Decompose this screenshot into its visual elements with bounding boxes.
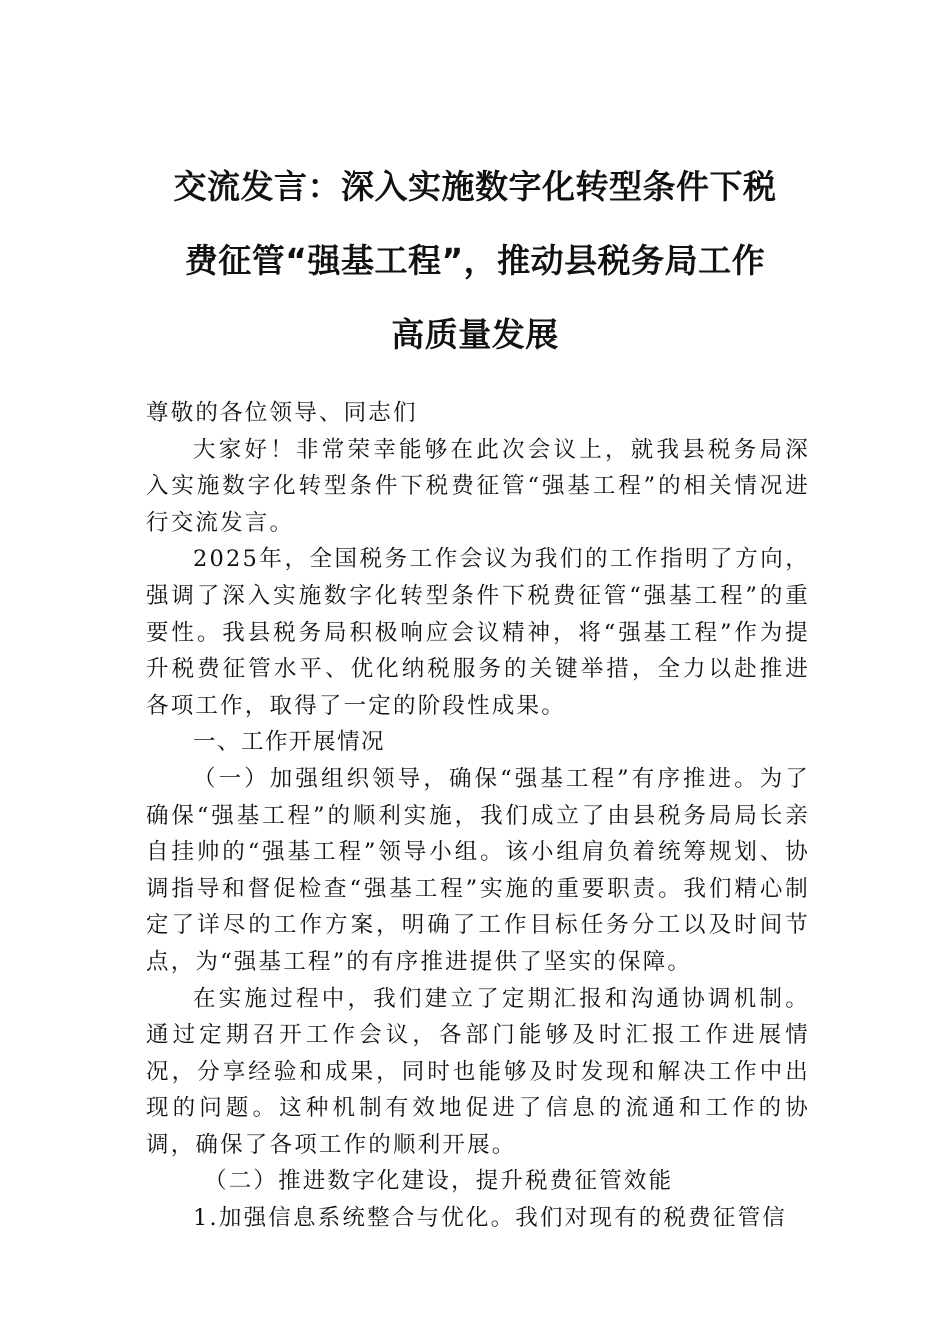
title-line-1: 交流发言：深入实施数字化转型条件下税: [173, 167, 777, 206]
section-heading-1: 一、工作开展情况: [193, 729, 386, 756]
salutation: 尊敬的各位领导、同志们: [146, 400, 418, 426]
paragraph-mechanism: 在实施过程中，我们建立了定期汇报和沟通协调机制。通过定期召开工作会议，各部门能够及时汇报工作进展情况，分享经验和成果，同时也能够及时发现和解决工作中出现的问题。这种机制有效地促进了信息的流通和工作的协调，确保了各项工作的顺利开展。: [146, 985, 810, 1158]
title-line-3: 高质量发展: [391, 315, 559, 354]
title-line-2: 费征管“强基工程”，推动县税务局工作: [184, 241, 766, 280]
subsection-1-paragraph: （一）加强组织领导，确保“强基工程”有序推进。为了确保“强基工程”的顺利实施，我们成立了由县税务局局长亲自挂帅的“强基工程”领导小组。该小组肩负着统筹规划、协调指导和督促检查“强基工程”实施的重要职责。我们精心制定了详尽的工作方案，明确了工作目标任务分工以及时间节点，为“强基工程”的有序推进提供了坚实的保障。: [146, 765, 810, 975]
paragraph-greeting: 大家好！非常荣幸能够在此次会议上，就我县税务局深入实施数字化转型条件下税费征管“强基工程”的相关情况进行交流发言。: [146, 436, 810, 536]
list-item-1: 1.加强信息系统整合与优化。我们对现有的税费征管信: [193, 1205, 787, 1232]
paragraph-background: 2025年，全国税务工作会议为我们的工作指明了方向，强调了深入实施数字化转型条件下税费征管“强基工程”的重要性。我县税务局积极响应会议精神，将“强基工程”作为提升税费征管水平、优化纳税服务的关键举措，全力以赴推进各项工作，取得了一定的阶段性成果。: [146, 546, 810, 719]
subsection-heading-2: （二）推进数字化建设，提升税费征管效能: [204, 1168, 674, 1195]
document-body: [146, 395, 810, 1237]
document-title: [120, 150, 830, 372]
